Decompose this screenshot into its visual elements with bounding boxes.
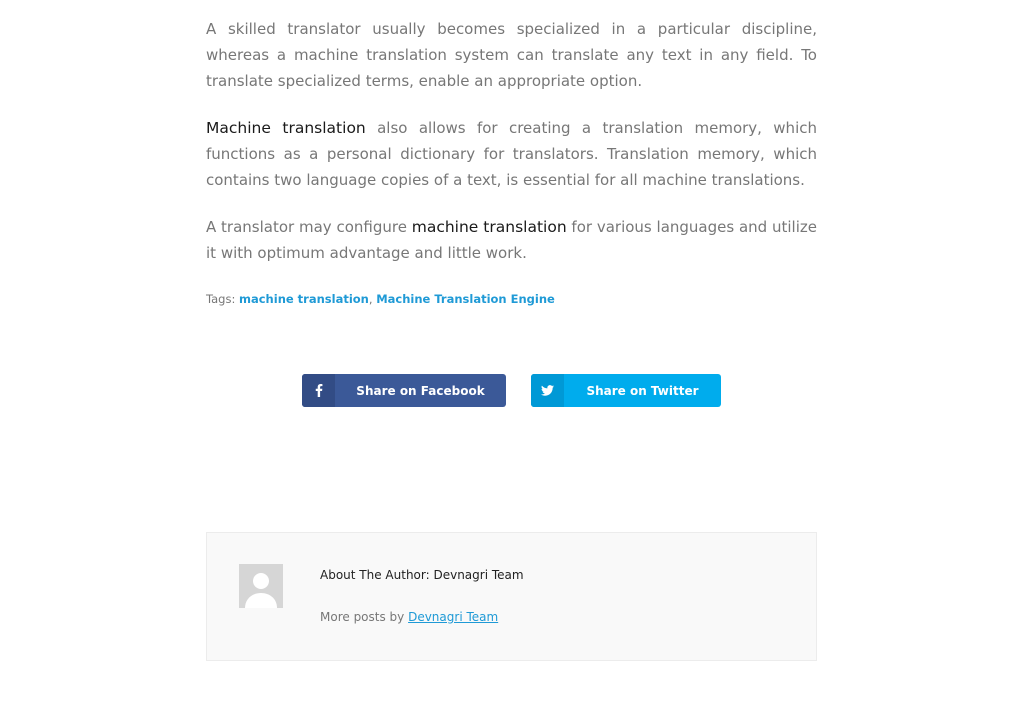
paragraph-2-text: also allows for creating a translation memory, which functions as a personal dictionary for translators. Translation memory, which contains two language copies of a text, is essential for all machine translations. (206, 119, 817, 189)
default-avatar-icon[interactable] (239, 564, 283, 608)
share-twitter-button[interactable] (531, 374, 721, 407)
tag-separator: , (368, 292, 373, 306)
keyword-machine-translation-link[interactable]: Machine translation (206, 119, 366, 137)
author-more-posts (320, 609, 498, 625)
article-body (206, 16, 817, 287)
share-twitter-label: Share on Twitter (586, 383, 699, 398)
tag-machine-translation[interactable]: machine translation (239, 292, 369, 306)
author-name-link[interactable]: Devnagri Team (408, 610, 499, 624)
paragraph-1-text: A skilled translator usually becomes specialized in a particular discipline, whereas a machine translation system can translate any text in any field. To translate specialized terms, enable an appropriate option. (206, 20, 817, 90)
author-box (206, 532, 817, 661)
share-facebook-label: Share on Facebook (356, 383, 485, 398)
facebook-icon (302, 374, 335, 407)
tags-label: Tags: (206, 292, 236, 306)
tag-machine-translation-engine[interactable]: Machine Translation Engine (376, 292, 555, 306)
paragraph-2 (206, 115, 817, 193)
paragraph-3-text-start: A translator may configure (206, 218, 412, 236)
author-more-prefix: More posts by (320, 610, 409, 624)
tags-line (206, 290, 555, 308)
keyword-machine-translation-link-2[interactable]: machine translation (411, 218, 567, 236)
twitter-icon (531, 374, 564, 407)
author-title: About The Author: Devnagri Team (320, 568, 524, 582)
paragraph-3 (206, 214, 817, 266)
share-facebook-button[interactable] (302, 374, 506, 407)
paragraph-1 (206, 16, 817, 94)
paragraph-3-text-end: for various languages and utilize it with optimum advantage and little work. (206, 218, 817, 262)
